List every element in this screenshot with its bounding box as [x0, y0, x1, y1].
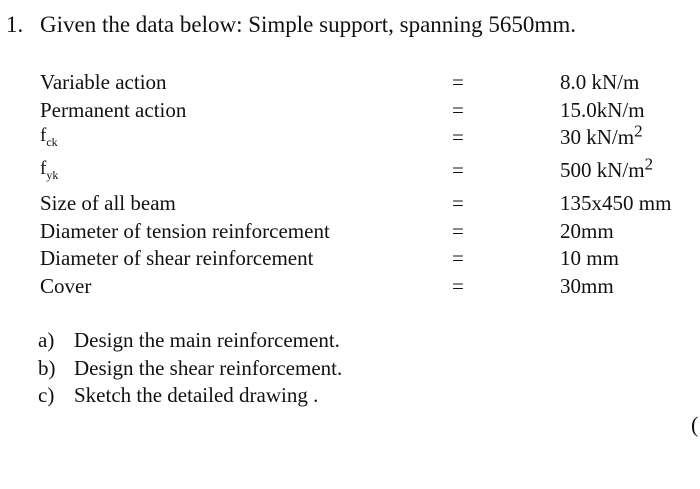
data-value [560, 154, 654, 183]
value-text: 30 kN/m [560, 125, 635, 149]
equals-sign: = [452, 273, 464, 298]
task-list [38, 328, 342, 411]
data-value: 8.0 kN/m [560, 70, 640, 94]
symbol-subscript: ck [46, 134, 58, 149]
task-letter: a) [38, 328, 55, 352]
data-value: 30mm [560, 273, 614, 298]
data-value [560, 121, 643, 150]
data-label: Cover [40, 273, 92, 298]
question-heading [6, 12, 576, 38]
given-data-table [40, 70, 700, 301]
data-label [40, 158, 58, 180]
equals-sign: = [452, 97, 464, 122]
equals-sign: = [452, 158, 464, 182]
data-row-tension-diameter [40, 219, 700, 247]
data-value: 20mm [560, 218, 614, 243]
marks-bracket: ( [691, 412, 699, 437]
data-row-fck [40, 121, 700, 158]
task-text: Design the main reinforcement. [74, 328, 340, 352]
data-row-shear-diameter [40, 246, 700, 274]
data-row-fyk [40, 154, 700, 191]
task-item-c [38, 383, 342, 411]
equals-sign: = [452, 70, 464, 94]
value-superscript: 2 [644, 154, 654, 174]
data-row-permanent-action [40, 98, 700, 126]
task-text: Sketch the detailed drawing . [74, 383, 319, 407]
question-text: Given the data below: Simple support, spanning 5650mm. [40, 12, 576, 37]
data-value: 15.0kN/m [560, 97, 645, 122]
task-item-a [38, 328, 342, 356]
symbol-base: f [40, 158, 47, 179]
data-label: Diameter of tension reinforcement [40, 218, 330, 243]
data-label: Variable action [40, 70, 167, 94]
task-letter: b) [38, 355, 56, 380]
data-label: Size of all beam [40, 191, 176, 215]
equals-sign: = [452, 191, 464, 215]
symbol-base: f [40, 125, 47, 146]
equals-sign: = [452, 125, 464, 149]
data-value: 135x450 mm [560, 191, 672, 215]
data-label: Diameter of shear reinforcement [40, 246, 314, 270]
task-letter: c) [38, 383, 55, 407]
task-item-b [38, 356, 342, 384]
question-number: 1. [6, 12, 24, 37]
data-row-variable-action [40, 70, 700, 98]
task-text: Design the shear reinforcement. [74, 355, 343, 380]
data-value: 10 mm [560, 246, 619, 270]
data-label [40, 125, 58, 147]
data-row-beam-size [40, 191, 700, 219]
value-text: 500 kN/m [560, 158, 645, 182]
equals-sign: = [452, 246, 464, 270]
data-label: Permanent action [40, 97, 187, 122]
equals-sign: = [452, 218, 464, 243]
value-superscript: 2 [634, 121, 643, 141]
data-row-cover [40, 274, 700, 302]
symbol-subscript: yk [46, 167, 59, 182]
